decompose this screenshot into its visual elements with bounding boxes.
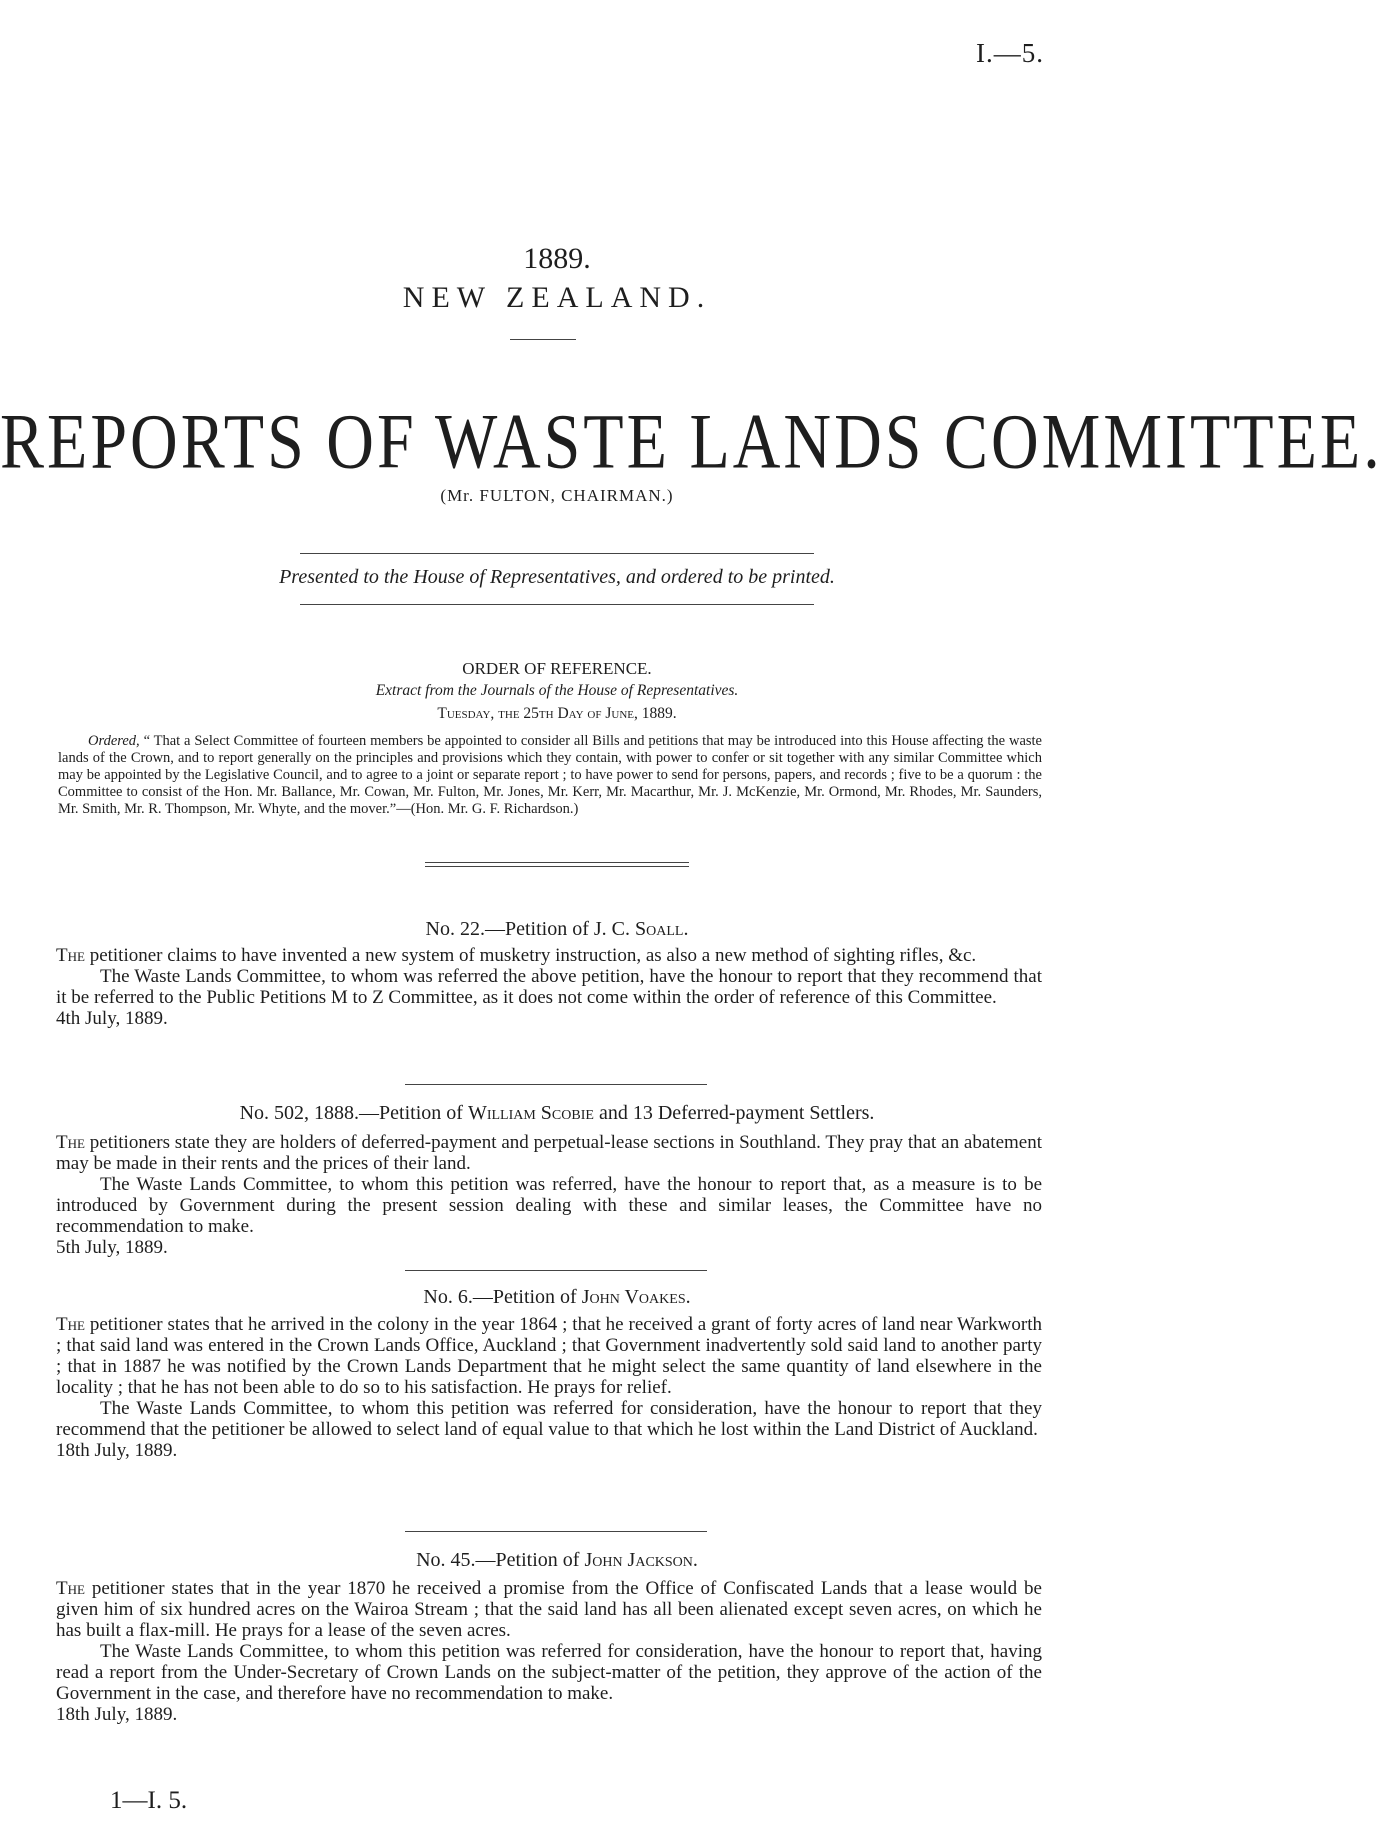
signature-mark: 1—I. 5. [110,1787,188,1814]
ordered-label: Ordered, [88,733,140,749]
petition-heading: No. 45.—Petition of John Jackson. [416,1549,698,1571]
petition-body: The petitioner states that he arrived in the colony in the year 1864 ; that he received a grant of forty acres of land near Warkworth ; that said land was entered in the Crown Lands Office, Auckland ; that Government inadvertently sold said land to another party ; that in 1887 he was notified by the Crown Lands Department that he might select the same quantity of land elsewhere in the locality ; that he has not been able to do so to his satisfaction. He prays for relief. The Waste Lands Committee, to whom this petition was referred for consideration, have the honour to report that they recommend that the petitioner be allowed to select land of equal value to that which he lost within the Land District of Auckland. 18th July, 1889. [56,1314,1042,1461]
country-heading: NEW ZEALAND. [402,281,712,314]
petition-body: The petitioners state they are holders of deferred-payment and perpetual-lease sections in Southland. They pray that an abatement may be made in their rents and the prices of their land. The Waste Lands Committee, to whom this petition was referred, have the honour to report that, as a measure is to be introduced by Government during the present session dealing with these and similar leases, the Committee have no recommendation to make. 5th July, 1889. [56,1132,1042,1258]
divider [300,604,814,605]
divider [405,1084,707,1085]
petition-heading: No. 502, 1888.—Petition of William Scobie and 13 Deferred-payment Settlers. [239,1102,875,1124]
petition-date: 5th July, 1889. [56,1237,168,1258]
year-heading: 1889. [523,242,591,275]
petition-date: 18th July, 1889. [56,1440,178,1461]
petition-body: The petitioner claims to have invented a new system of musketry instruction, as also a new method of sighting rifles, &c. The Waste Lands Committee, to whom was referred the above petition, have the honour to report that they recommend that it be referred to the Public Petitions M to Z Committee, as it does not come within the order of reference of this Committee. 4th July, 1889. [56,945,1042,1029]
petition-heading: No. 22.—Petition of J. C. Soall. [425,918,689,940]
presented-line: Presented to the House of Representatives, and ordered to be printed. [279,566,835,588]
divider [405,1270,707,1271]
divider [510,339,576,340]
order-date: Tuesday, the 25th Day of June, 1889. [437,705,677,722]
petition-date: 4th July, 1889. [56,1008,168,1029]
order-extract: Extract from the Journals of the House of Representatives. [375,682,739,699]
document-title: REPORTS OF WASTE LANDS COMMITTEE. [0,399,1383,486]
petition-heading: No. 6.—Petition of John Voakes. [423,1286,691,1308]
order-heading: ORDER OF REFERENCE. [462,659,652,678]
divider [425,866,689,867]
divider [405,1531,707,1532]
order-text [58,733,1042,818]
paper-reference: I.—5. [976,38,1044,68]
petition-body: The petitioner states that in the year 1870 he received a promise from the Office of Confiscated Lands that a lease would be given him of six hundred acres on the Wairoa Stream ; that the said land has all been alienated except seven acres, on which he has built a flax-mill. He prays for a lease of the seven acres. The Waste Lands Committee, to whom this petition was referred for consideration, have the honour to report that, having read a report from the Under-Secretary of Crown Lands on the subject-matter of the petition, they approve of the action of the Government in the case, and therefore have no recommendation to make. 18th July, 1889. [56,1578,1042,1725]
order-paragraph: “ That a Select Committee of fourteen members be appointed to consider all Bills and petitions that may be introduced into this House affecting the waste lands of the Crown, and to report generally on the principles and provisions which they contain, with power to confer or sit together with any similar Committee which may be appointed by the Legislative Council, and to agree to a joint or separate report ; to have power to send for persons, papers, and records ; five to be a quorum : the Committee to consist of the Hon. Mr. Ballance, Mr. Cowan, Mr. Fulton, Mr. Jones, Mr. Kerr, Mr. Macarthur, Mr. J. McKenzie, Mr. Ormond, Mr. Rhodes, Mr. Saunders, Mr. Smith, Mr. R. Thompson, Mr. Whyte, and the mover.”—(Hon. Mr. G. F. Richardson.) [58,733,1042,817]
petition-date: 18th July, 1889. [56,1704,178,1725]
divider [425,862,689,863]
chairman-line: (Mr. FULTON, CHAIRMAN.) [440,486,674,505]
divider [300,553,814,554]
